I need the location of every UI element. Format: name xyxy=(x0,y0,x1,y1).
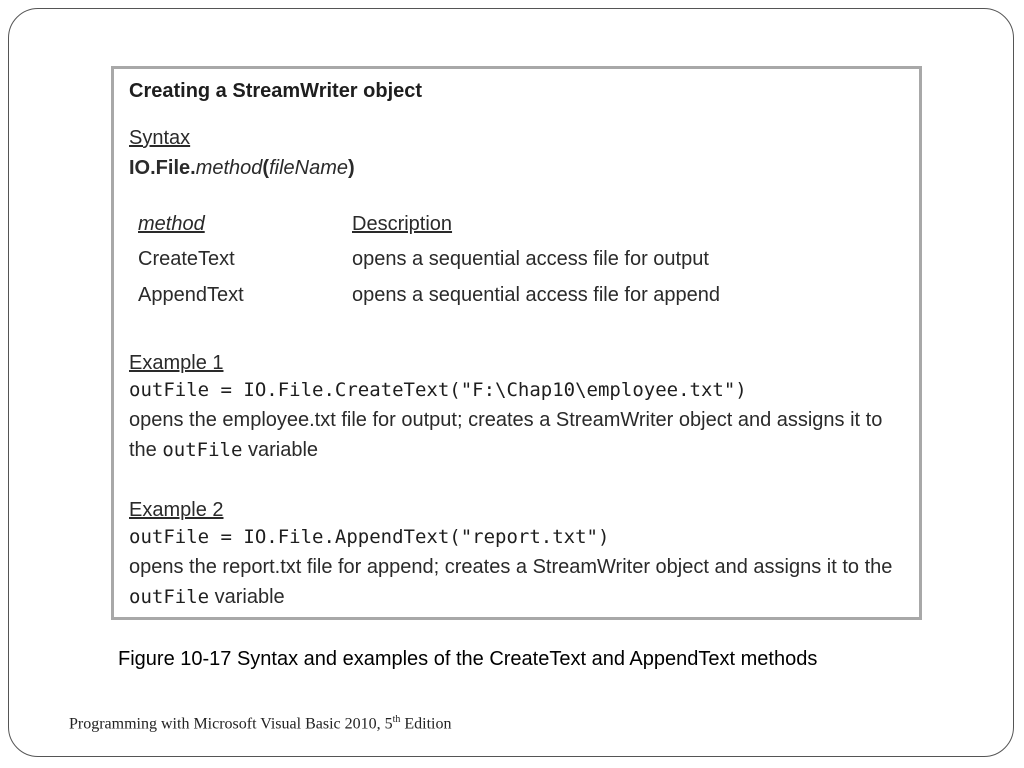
table-header-description: Description xyxy=(352,213,453,235)
example-1-label: Example 1 xyxy=(129,352,224,374)
figure-heading: Creating a StreamWriter object xyxy=(129,80,423,102)
example-2-desc-suffix: variable xyxy=(209,586,285,608)
table-row-method: CreateText xyxy=(138,248,235,270)
syntax-param: fileName xyxy=(269,157,348,179)
example-1-desc-prefix: the xyxy=(129,439,163,461)
table-header-method: method xyxy=(138,213,205,235)
syntax-method: method xyxy=(195,157,263,179)
footer-superscript: th xyxy=(392,714,401,725)
table-row-method: AppendText xyxy=(138,284,244,306)
example-1-desc-code: outFile xyxy=(162,439,243,461)
figure-caption: Figure 10-17 Syntax and examples of the CreateText and AppendText methods xyxy=(118,648,818,670)
syntax-label: Syntax xyxy=(129,127,191,149)
example-2-code: outFile = IO.File.AppendText("report.txt") xyxy=(129,526,610,548)
example-1-description: opens the employee.txt file for output; creates a StreamWriter object and assigns it to xyxy=(129,409,883,431)
figure-box xyxy=(111,66,922,620)
example-1-desc-suffix: variable xyxy=(242,439,319,461)
example-2-description: opens the report.txt file for append; creates a StreamWriter object and assigns it to the xyxy=(129,556,893,578)
table-row-description: opens a sequential access file for output xyxy=(352,248,709,270)
example-2-desc-code: outFile xyxy=(129,586,210,608)
footer-suffix: Edition xyxy=(400,715,452,733)
syntax-line xyxy=(129,157,355,180)
syntax-open-paren: ( xyxy=(262,157,270,179)
example-2-label: Example 2 xyxy=(129,499,224,521)
example-1-code: outFile = IO.File.CreateText("F:\Chap10\employee.txt") xyxy=(129,379,747,401)
example-2-description-line2 xyxy=(129,586,285,609)
table-row-description: opens a sequential access file for append xyxy=(352,284,721,306)
slide-footer xyxy=(69,714,452,733)
syntax-close-paren: ) xyxy=(348,157,355,179)
syntax-prefix: IO.File. xyxy=(129,157,196,179)
example-1-description-line2 xyxy=(129,439,318,462)
footer-text: Programming with Microsoft Visual Basic 2010, 5 xyxy=(69,715,393,733)
